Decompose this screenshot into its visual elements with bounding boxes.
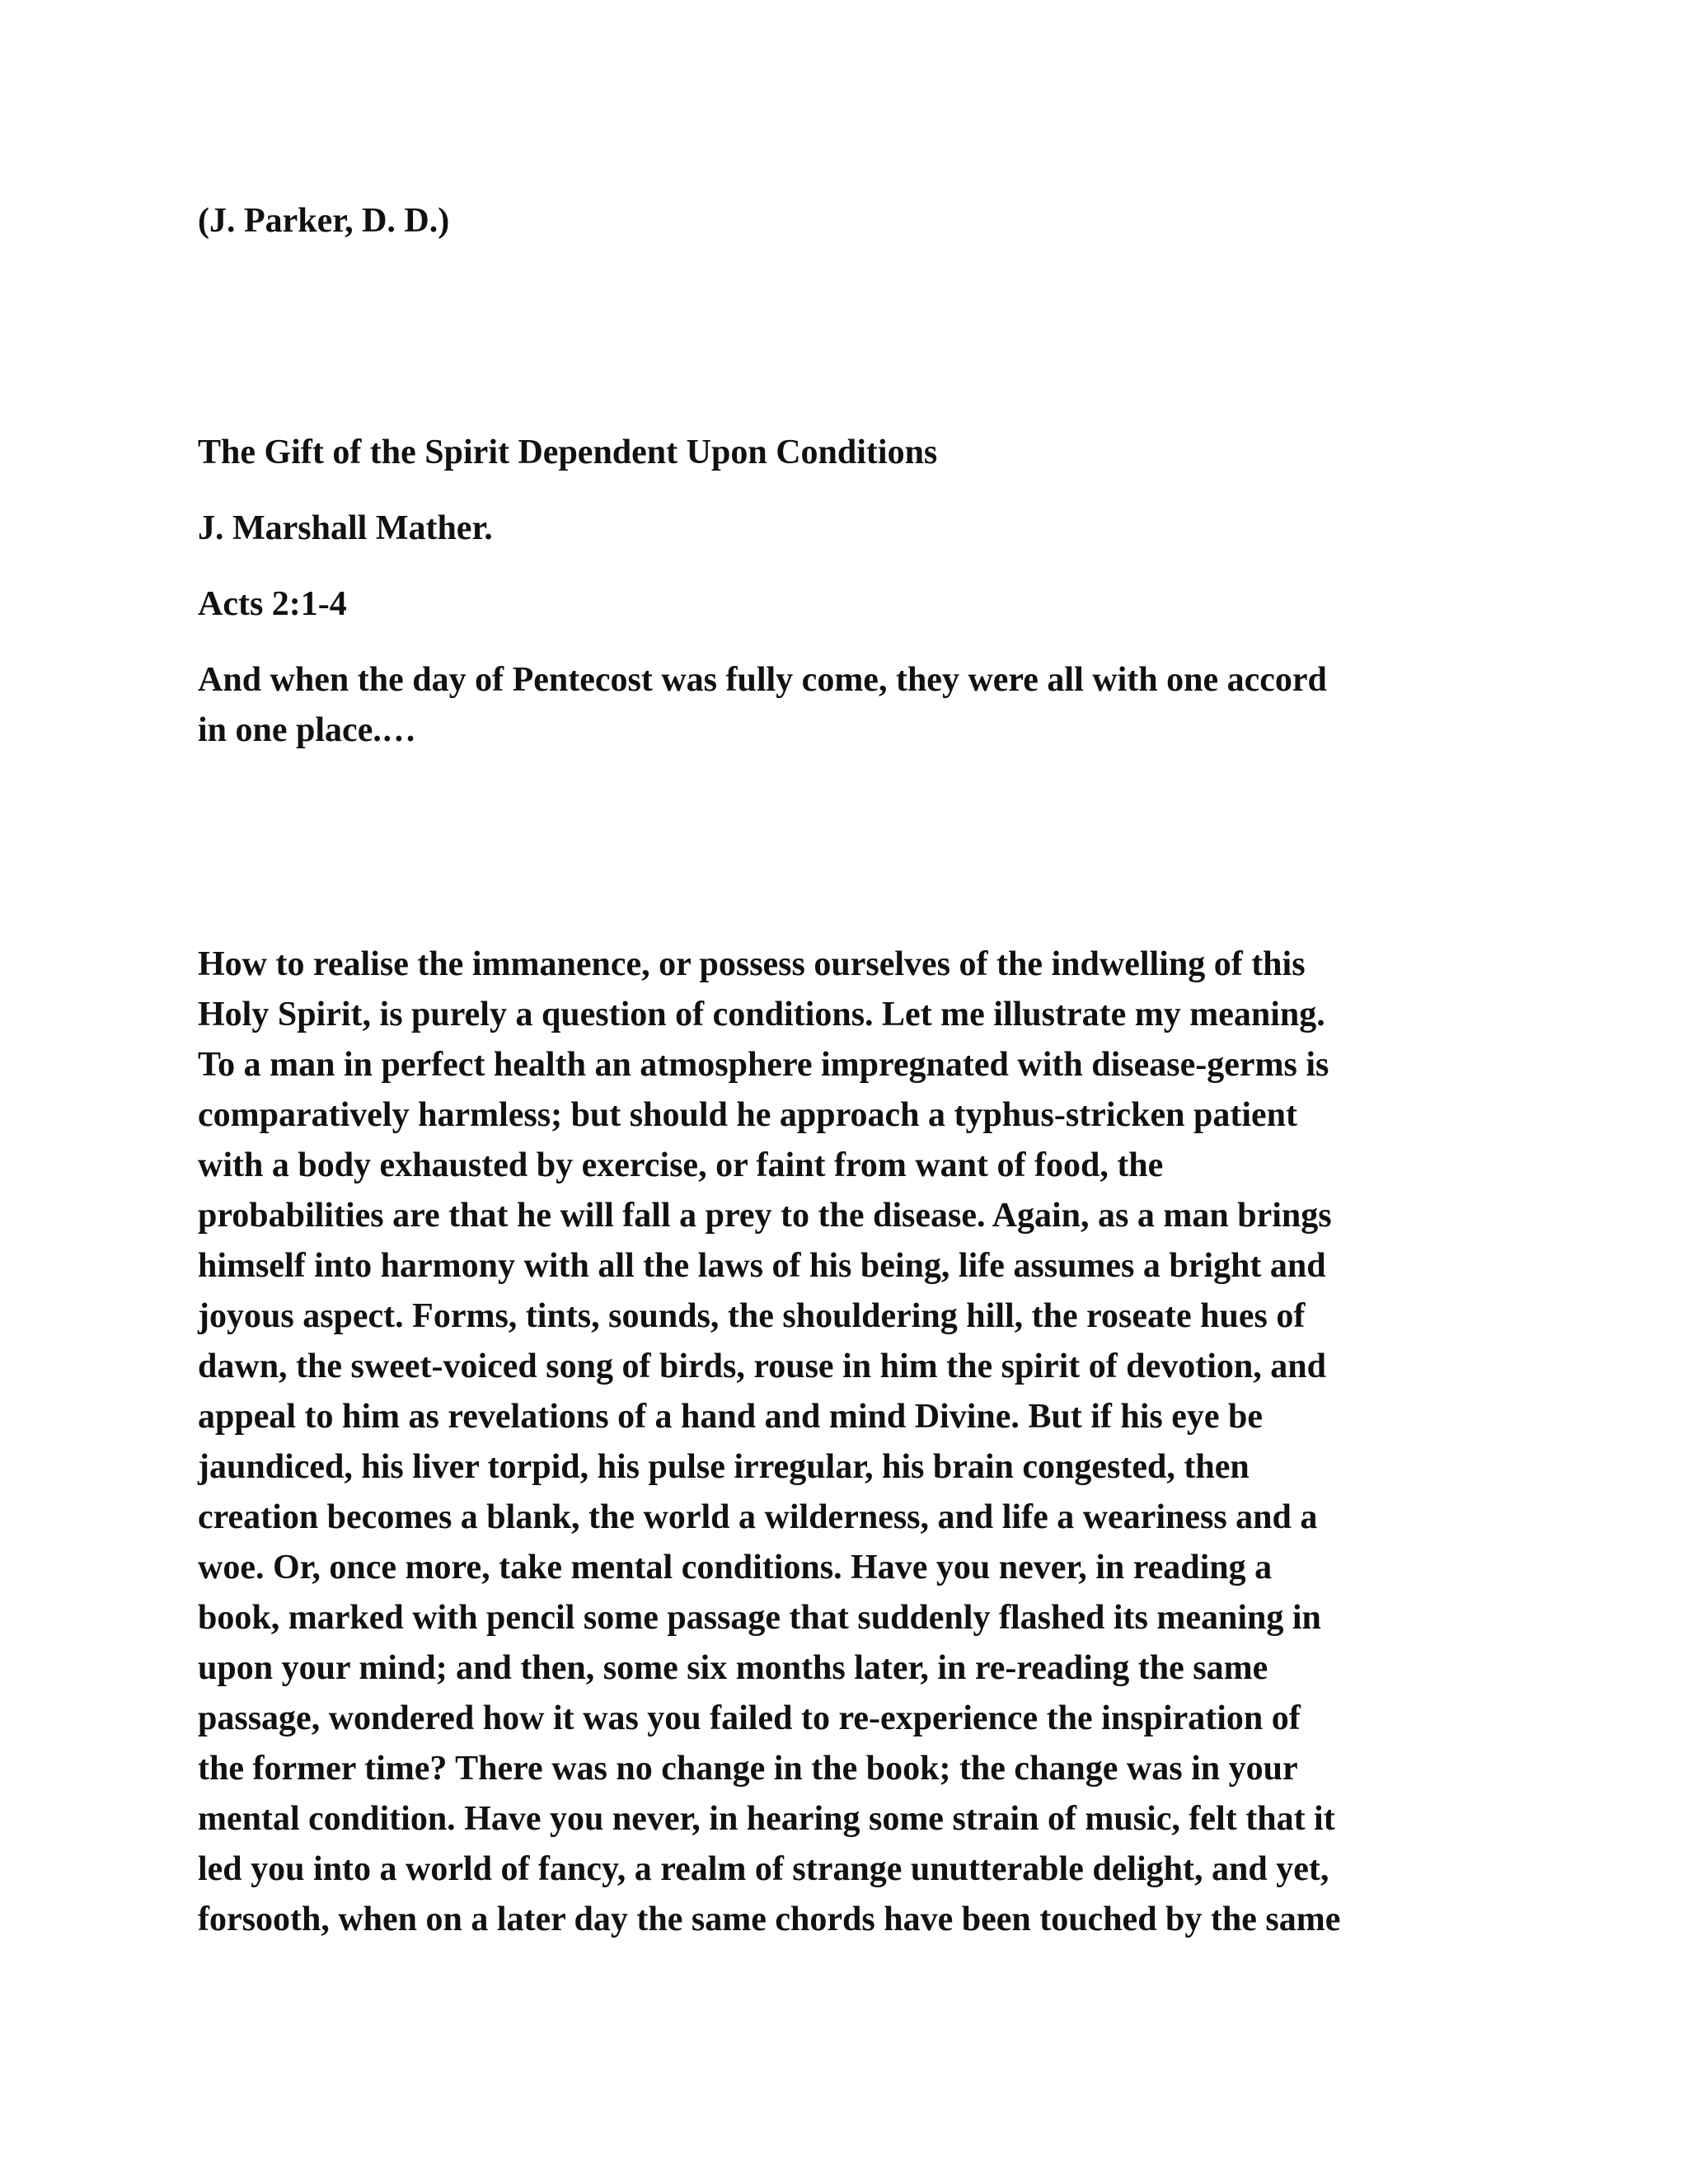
body-line: himself into harmony with all the laws of his being, life assumes a bright and [198,1247,1326,1285]
body-line: with a body exhausted by exercise, or faint from want of food, the [198,1146,1164,1184]
sermon-title: The Gift of the Spirit Dependent Upon Conditions [198,434,938,471]
body-line: jaundiced, his liver torpid, his pulse irregular, his brain congested, then [198,1448,1250,1486]
body-line: woe. Or, once more, take mental conditions. Have you never, in reading a [198,1549,1273,1586]
verse-line: And when the day of Pentecost was fully come, they were all with one accord [198,661,1327,699]
verse-line: in one place.… [198,711,416,749]
body-line: How to realise the immanence, or possess ourselves of the indwelling of this [198,945,1306,983]
body-line: mental condition. Have you never, in hearing some strain of music, felt that it [198,1800,1335,1838]
body-line: upon your mind; and then, some six months later, in re-reading the same [198,1649,1268,1687]
body-line: the former time? There was no change in the book; the change was in your [198,1750,1298,1788]
body-line: dawn, the sweet-voiced song of birds, rouse in him the spirit of devotion, and [198,1347,1326,1385]
attribution-line: (J. Parker, D. D.) [198,202,450,240]
sermon-body-paragraph [198,940,1340,1945]
body-line: comparatively harmless; but should he approach a typhus-stricken patient [198,1096,1297,1134]
body-line: probabilities are that he will fall a prey to the disease. Again, as a man brings [198,1197,1332,1235]
body-line: creation becomes a blank, the world a wilderness, and life a weariness and a [198,1498,1318,1536]
body-line: passage, wondered how it was you failed to re-experience the inspiration of [198,1699,1301,1737]
body-line: book, marked with pencil some passage that suddenly flashed its meaning in [198,1599,1321,1637]
body-line: Holy Spirit, is purely a question of conditions. Let me illustrate my meaning. [198,996,1325,1033]
body-line: forsooth, when on a later day the same chords have been touched by the same [198,1900,1341,1938]
body-line: led you into a world of fancy, a realm of strange unutterable delight, and yet, [198,1850,1329,1888]
body-line: joyous aspect. Forms, tints, sounds, the shouldering hill, the roseate hues of [198,1297,1306,1335]
scripture-reference: Acts 2:1-4 [198,585,347,623]
body-line: appeal to him as revelations of a hand and mind Divine. But if his eye be [198,1398,1264,1436]
sermon-author: J. Marshall Mather. [198,509,493,547]
body-line: To a man in perfect health an atmosphere impregnated with disease-germs is [198,1046,1329,1084]
scripture-verse [198,655,1327,756]
